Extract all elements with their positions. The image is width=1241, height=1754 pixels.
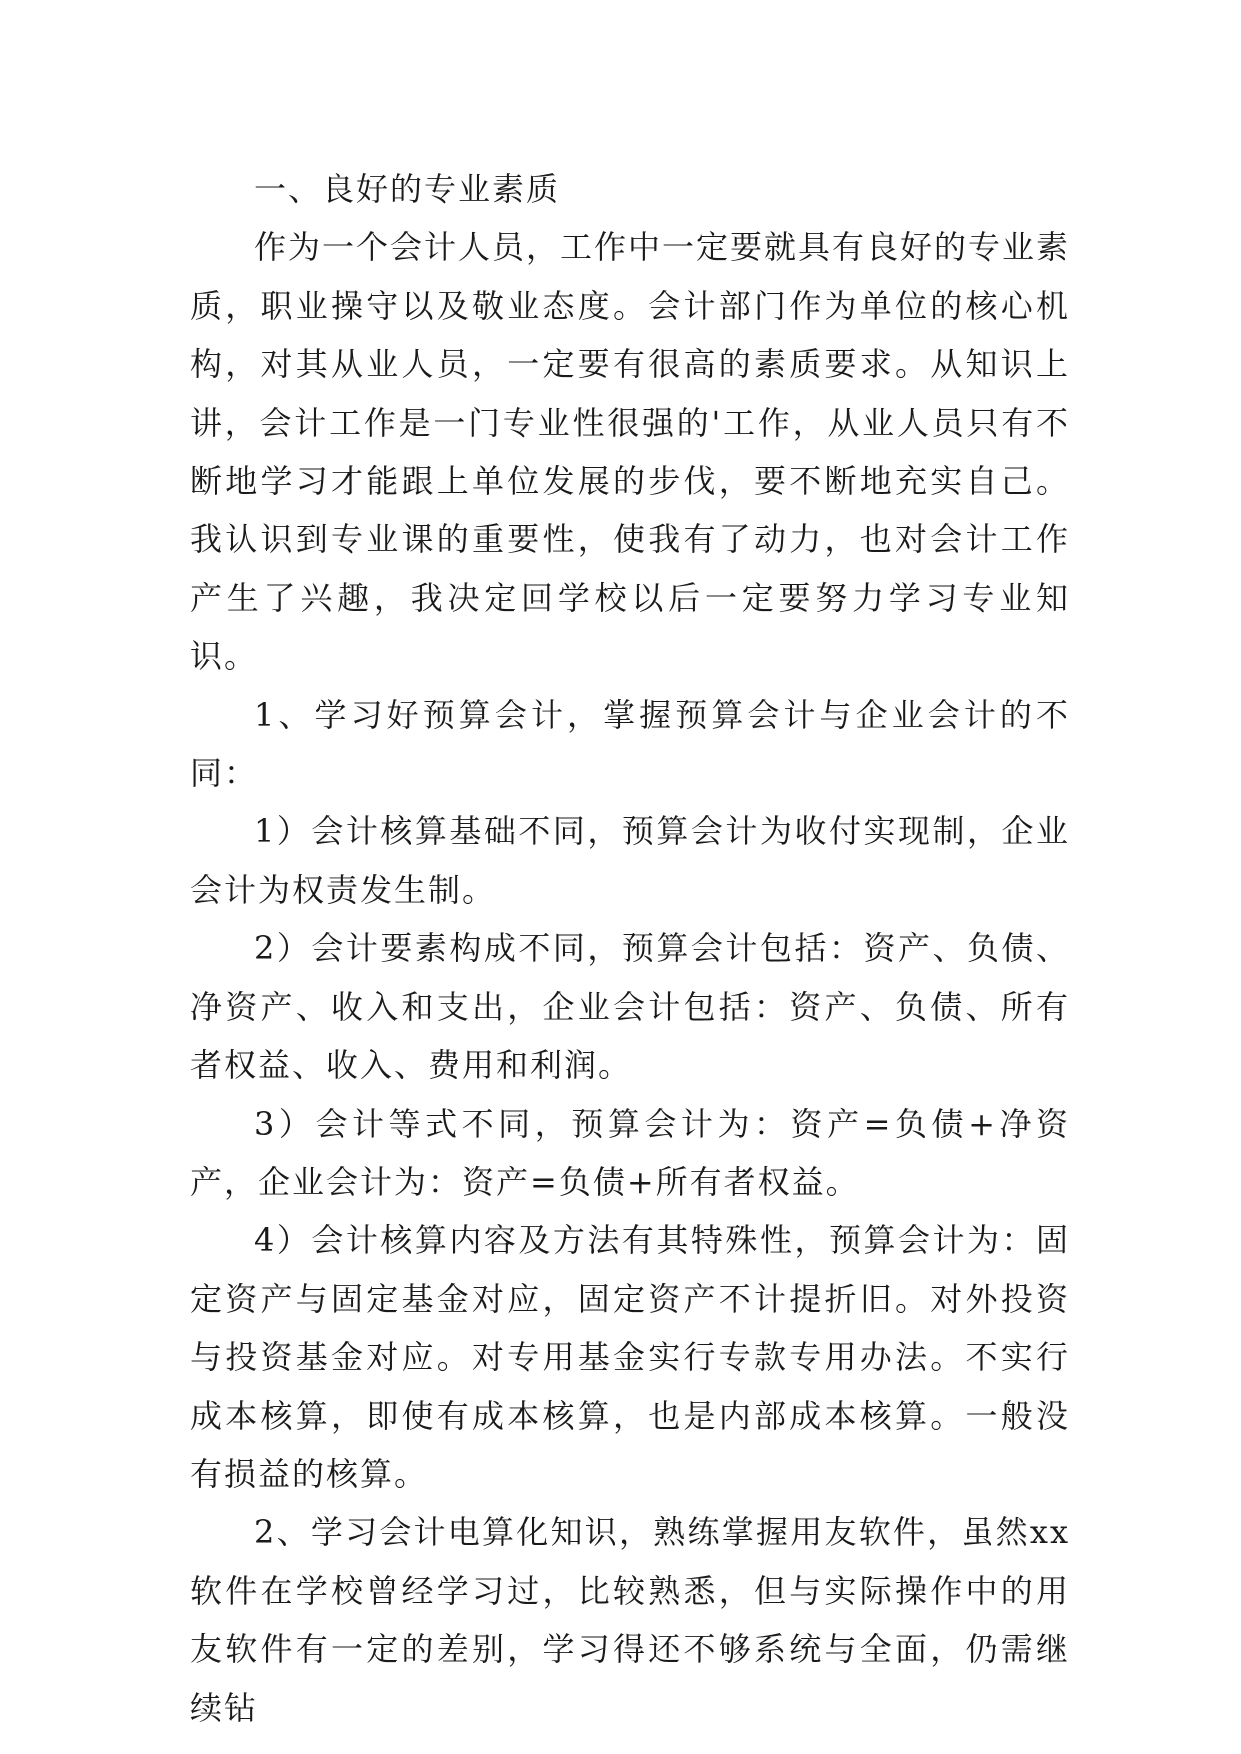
paragraph-item-1: 1、学习好预算会计，掌握预算会计与企业会计的不同： — [190, 695, 1070, 793]
paragraph-subitem-2: 2）会计要素构成不同，预算会计包括：资产、负债、净资产、收入和支出，企业会计包括：资产、负债、所有者权益、收入、费用和利润。 — [190, 929, 1070, 1085]
document-body — [190, 160, 1070, 1737]
paragraph-item-2: 2、学习会计电算化知识，熟练掌握用友软件，虽然xx软件在学校曾经学习过，比较熟悉，但与实际操作中的用友软件有一定的差别，学习得还不够系统与全面，仍需继续钻 — [190, 1513, 1070, 1727]
paragraph-professional-quality: 作为一个会计人员，工作中一定要就具有良好的专业素质，职业操守以及敬业态度。会计部门作为单位的核心机构，对其从业人员，一定要有很高的素质要求。从知识上讲，会计工作是一门专业性很强的'工作，从业人员只有不断地学习才能跟上单位发展的步伐，要不断地充实自己。我认识到专业课的重要性，使我有了动力，也对会计工作产生了兴趣，我决定回学校以后一定要努力学习专业知识。 — [190, 228, 1071, 676]
section-heading: 一、良好的专业素质 — [254, 170, 561, 208]
paragraph-subitem-4: 4）会计核算内容及方法有其特殊性，预算会计为：固定资产与固定基金对应，固定资产不计提折旧。对外投资与投资基金对应。对专用基金实行专款专用办法。不实行成本核算，即使有成本核算，也是内部成本核算。一般没有损益的核算。 — [190, 1221, 1070, 1493]
paragraph-subitem-1: 1）会计核算基础不同，预算会计为收付实现制，企业会计为权责发生制。 — [190, 812, 1070, 909]
paragraph-subitem-3: 3）会计等式不同，预算会计为：资产=负债+净资产，企业会计为：资产=负债+所有者权益。 — [190, 1104, 1070, 1201]
